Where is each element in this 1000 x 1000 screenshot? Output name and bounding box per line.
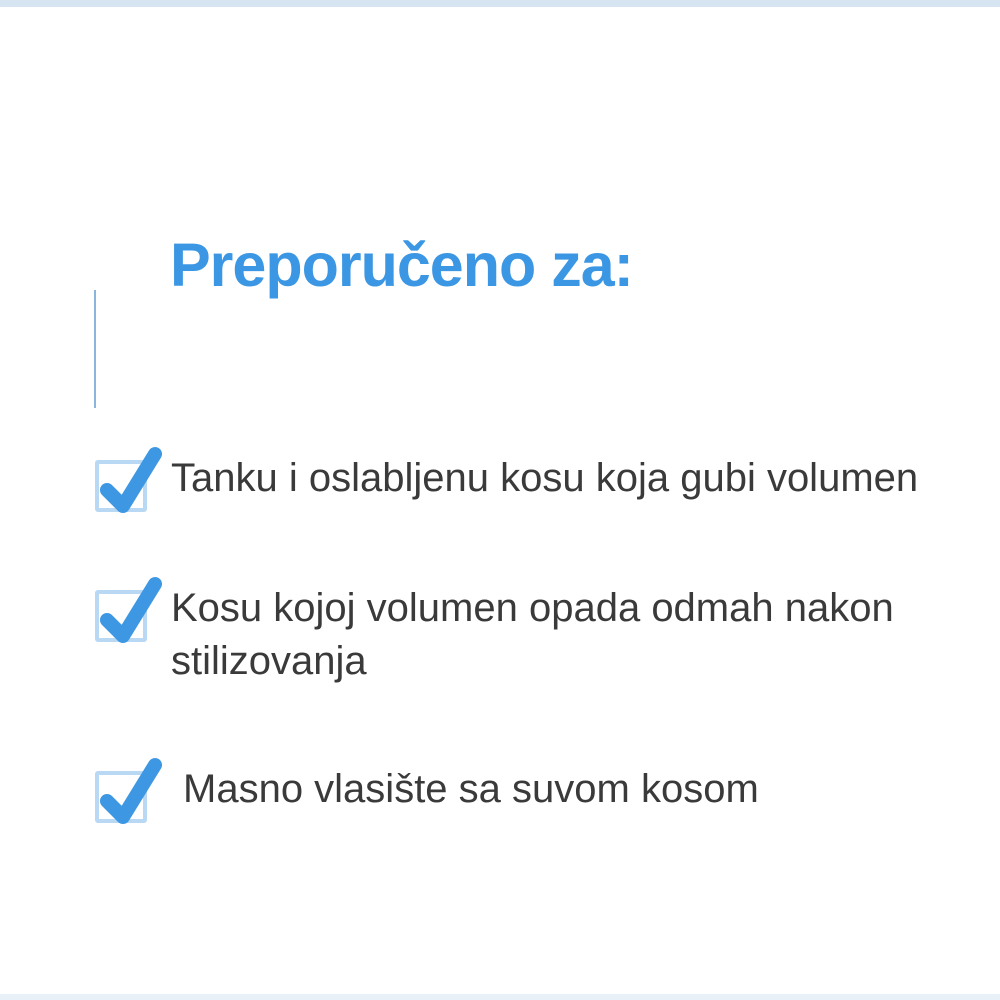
list-item — [95, 578, 955, 688]
list-item-label: Tanku i oslabljenu kosu koja gubi volumen — [171, 456, 919, 500]
top-accent-bar — [0, 0, 1000, 7]
checked-checkbox-icon — [95, 771, 147, 823]
vertical-divider-line — [94, 290, 96, 408]
list-item — [95, 759, 955, 823]
list-item — [95, 448, 975, 512]
list-item-label: Masno vlasište sa suvom kosom — [183, 767, 759, 811]
checked-checkbox-icon — [95, 460, 147, 512]
list-item-label: Kosu kojoj volumen opada odmah nakon stilizovanja — [171, 586, 894, 683]
checked-checkbox-icon — [95, 590, 147, 642]
page-title: Preporučeno za: — [170, 230, 633, 299]
bottom-accent-bar — [0, 994, 1000, 1000]
